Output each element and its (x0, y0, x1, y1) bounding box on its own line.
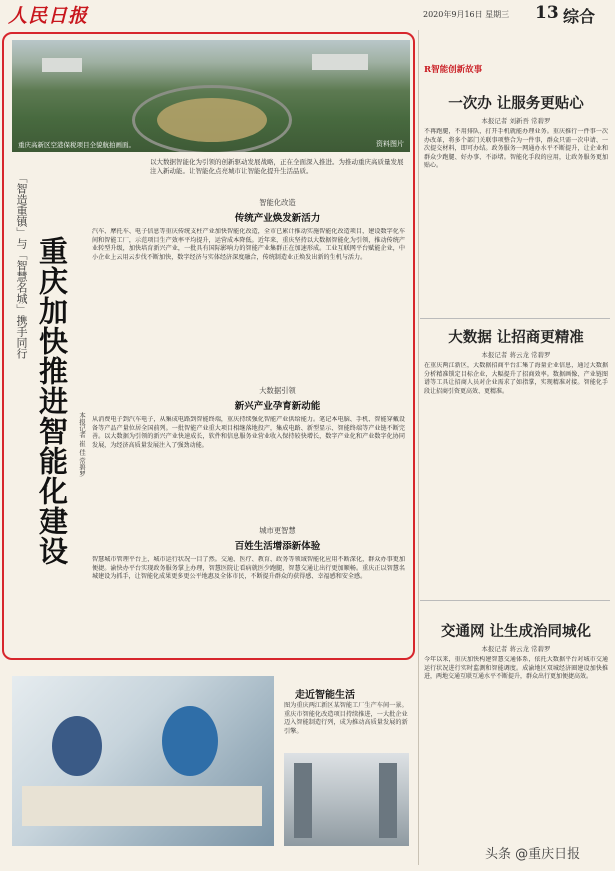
story-title: 一次办 让服务更贴心 (448, 95, 584, 112)
article-headline: 重庆加快推进智能化建设 (35, 236, 69, 566)
building (312, 54, 368, 70)
equipment-rack (294, 763, 312, 838)
column-divider (418, 30, 419, 865)
photo-caption: 重庆高新区空港保税项目全貌航拍画面。 (18, 141, 135, 149)
section-kicker: 智能化改造 (259, 198, 296, 207)
photo-credit: 资料图片 (376, 140, 404, 148)
story-body: 不再跑腿，不用排队，打开手机就能办理业务。重庆推行一件事一次办改革，将多个部门关联事项整合为一件事，群众只需一次申请、一次提交材料，即可办结。政务服务一网通办水平不断提升，让企业和群众少跑腿、好办事、不添堵。智能化手段的应用，让政务服务更加贴心。 (424, 128, 608, 169)
section-title: 传统产业焕发新活力 (234, 213, 321, 224)
page-number: 13 (535, 3, 559, 23)
sidebar-text: 图为重庆两江新区某智能工厂生产车间一景。重庆市智能化改造项目持续推进，一大批企业迈入智能制造行列，成为推动高质量发展的新引擎。 (284, 702, 408, 735)
issue-date: 2020年9月16日 星期三 (423, 10, 510, 19)
story-divider (420, 318, 610, 319)
worker (162, 706, 218, 776)
section-body: 汽车、摩托车、电子信息等重庆传统支柱产业加快智能化改造，全市已累计推动实施智能化改造项目，建设数字化车间和智能工厂，示范项目生产效率平均提升，运营成本降低。近年来，重庆坚持以大数据智能化为引领，推动传统产业转型升级，加快培育新兴产业，一批具有国际影响力的智能产业集群正在加速形成。工业互联网平台赋能企业，中小企业上云用云步伐不断加快，数字经济与实体经济深度融合，传统制造业正焕发出新的生机与活力。 (92, 228, 405, 261)
section-kicker: 城市更智慧 (259, 526, 296, 535)
section-name: 综合 (563, 7, 596, 26)
factory-photo (12, 676, 274, 846)
section-body: 从消费电子到汽车电子，从集成电路到智能终端，重庆持续强化智能产业供给能力。笔记本电脑、手机、智能穿戴设备等产品产量位居全国前列。一批智能产业重大项目相继落地投产，集成电路、新型显示、智能终端等产业链不断完善。以大数据为引领的新兴产业快速成长，软件和信息服务业营业收入保持较快增长，数字产业化和产业数字化协同发展，为经济高质量发展注入了强劲动能。 (92, 416, 405, 449)
worker (52, 716, 102, 776)
article-byline: 本报记者 崔 佳 常碧罗 (78, 412, 86, 477)
article-lead: 以大数据智能化为引领的创新驱动发展战略，正在全面深入推进。为推动重庆高质量发展注入新动能。让智能化点亮城市让智能化提升生活品质。 (150, 158, 404, 175)
story-title: 交通网 让生成治同城化 (440, 623, 592, 640)
equipment-rack (379, 763, 397, 838)
story-body: 今年以来，重庆加快构建智慧交通体系，依托大数据平台对城市交通运行状况进行实时监测和智能调度。成渝地区双城经济圈建设加快推进，两地交通互联互通水平不断提升，群众出行更加便捷高效。 (424, 656, 608, 680)
section-kicker: 大数据引领 (259, 386, 296, 395)
story-byline: 本报记者 蒋云龙 常碧罗 (481, 645, 551, 653)
garden-field (157, 98, 267, 142)
section-title: 新兴产业孕育新动能 (234, 401, 321, 412)
story-byline: 本报记者 蒋云龙 常碧罗 (481, 351, 551, 359)
story-body: 在重庆两江新区，大数据招商平台汇集了海量企业信息，通过大数据分析精准锁定目标企业，大幅提升了招商效率。数据画像、产业链图谱等工具让招商人员对企业需求了如指掌，实现精准对接。智能化手段让招商引资更高效、更精准。 (424, 362, 608, 395)
story-byline: 本报记者 刘新吾 常碧罗 (481, 117, 551, 125)
lab-photo (284, 753, 409, 846)
column-tag: R智能创新故事 (424, 65, 483, 75)
workbench (22, 786, 262, 826)
story-title: 大数据 让招商更精准 (448, 329, 584, 346)
article-kicker: 「智造重镇」与「智慧名城」携手同行 (15, 172, 28, 359)
story-divider (420, 600, 610, 601)
sidebar-title: 走近智能生活 (295, 690, 355, 701)
aerial-photo (12, 40, 410, 152)
building (42, 58, 82, 72)
watermark: 头条 @重庆日报 (485, 847, 581, 862)
section-title: 百姓生活增添新体验 (234, 541, 321, 552)
section-body: 智慧城市管理平台上，城市运行状况一目了然。交通、医疗、教育、政务等领域智能化应用不断深化，群众办事更加便捷。渝快办平台实现政务服务掌上办理，智慧医院让看病就医少跑腿，智慧交通让出行更加顺畅。重庆正以智慧名城建设为抓手，让智能化成果更多更公平地惠及全体市民，不断提升群众的获得感、幸福感和安全感。 (92, 556, 405, 581)
newspaper-logo: 人民日报 (8, 5, 89, 27)
